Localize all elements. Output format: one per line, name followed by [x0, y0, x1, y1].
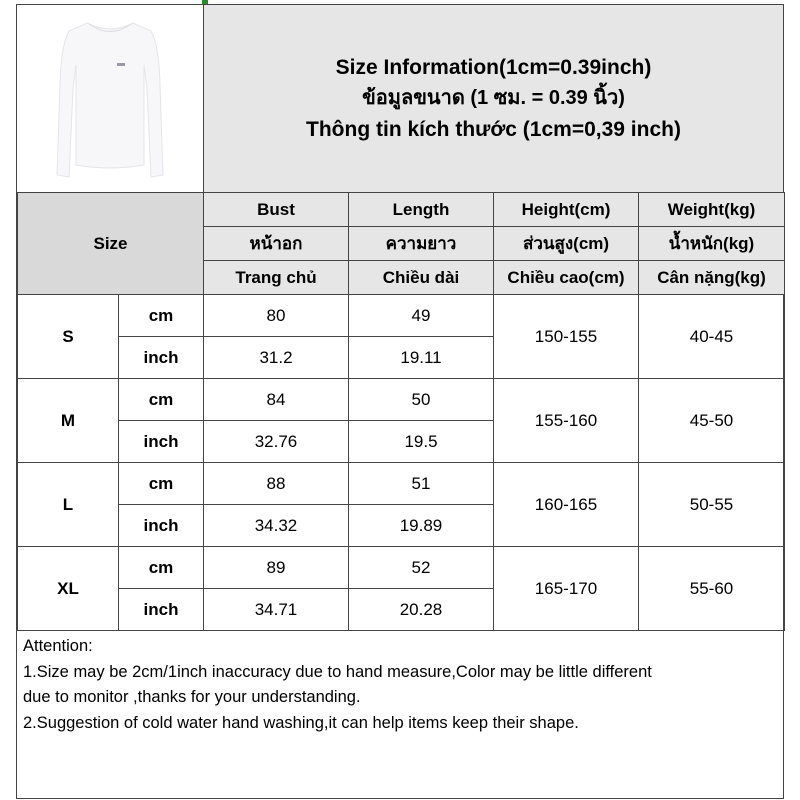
length-header-en: Length	[349, 193, 494, 227]
size-xl-label: XL	[18, 547, 119, 631]
length-inch-value: 19.89	[349, 505, 494, 547]
weight-header-vi: Cân nặng(kg)	[639, 261, 785, 295]
bust-cm-value: 89	[204, 547, 349, 589]
weight-range: 45-50	[639, 379, 785, 463]
bust-inch-value: 32.76	[204, 421, 349, 463]
unit-inch: inch	[119, 421, 204, 463]
unit-cm: cm	[119, 379, 204, 421]
attention-line-3: 2.Suggestion of cold water hand washing,it can help items keep their shape.	[23, 713, 579, 732]
size-l-label: L	[18, 463, 119, 547]
unit-inch: inch	[119, 337, 204, 379]
chart-header	[17, 5, 783, 193]
length-inch-value: 19.5	[349, 421, 494, 463]
height-range: 150-155	[494, 295, 639, 379]
bust-header-en: Bust	[204, 193, 349, 227]
length-cm-value: 51	[349, 463, 494, 505]
height-header-th: ส่วนสูง(cm)	[494, 227, 639, 261]
title-english: Size Information(1cm=0.39inch)	[335, 56, 652, 79]
size-chart	[16, 4, 784, 799]
bust-cm-value: 88	[204, 463, 349, 505]
weight-header-en: Weight(kg)	[639, 193, 785, 227]
length-inch-value: 19.11	[349, 337, 494, 379]
size-header: Size	[18, 193, 204, 295]
unit-inch: inch	[119, 505, 204, 547]
height-header-en: Height(cm)	[494, 193, 639, 227]
weight-range: 55-60	[639, 547, 785, 631]
attention-line-1: 1.Size may be 2cm/1inch inaccuracy due to hand measure,Color may be little different	[23, 662, 652, 681]
unit-cm: cm	[119, 295, 204, 337]
attention-notes	[17, 630, 783, 798]
height-range: 155-160	[494, 379, 639, 463]
length-inch-value: 20.28	[349, 589, 494, 631]
unit-inch: inch	[119, 589, 204, 631]
bust-inch-value: 31.2	[204, 337, 349, 379]
length-header-vi: Chiều dài	[349, 261, 494, 295]
length-cm-value: 52	[349, 547, 494, 589]
height-range: 160-165	[494, 463, 639, 547]
long-sleeve-shirt-icon	[17, 5, 203, 192]
bust-inch-value: 34.71	[204, 589, 349, 631]
height-header-vi: Chiều cao(cm)	[494, 261, 639, 295]
length-cm-value: 49	[349, 295, 494, 337]
length-header-th: ความยาว	[349, 227, 494, 261]
bust-inch-value: 34.32	[204, 505, 349, 547]
height-range: 165-170	[494, 547, 639, 631]
product-image	[17, 5, 204, 192]
unit-cm: cm	[119, 547, 204, 589]
bust-header-vi: Trang chủ	[204, 261, 349, 295]
length-cm-value: 50	[349, 379, 494, 421]
weight-range: 50-55	[639, 463, 785, 547]
size-m-label: M	[18, 379, 119, 463]
size-information-title	[204, 5, 783, 192]
size-table	[17, 192, 785, 631]
bust-cm-value: 80	[204, 295, 349, 337]
size-s-label: S	[18, 295, 119, 379]
title-thai: ข้อมูลขนาด (1 ซม. = 0.39 นิ้ว)	[362, 87, 625, 109]
unit-cm: cm	[119, 463, 204, 505]
weight-header-th: น้ำหนัก(kg)	[639, 227, 785, 261]
bust-cm-value: 84	[204, 379, 349, 421]
weight-range: 40-45	[639, 295, 785, 379]
bust-header-th: หน้าอก	[204, 227, 349, 261]
title-vietnamese: Thông tin kích thước (1cm=0,39 inch)	[306, 118, 681, 141]
attention-line-2: due to monitor ,thanks for your understanding.	[23, 688, 361, 706]
attention-title: Attention:	[23, 637, 93, 655]
